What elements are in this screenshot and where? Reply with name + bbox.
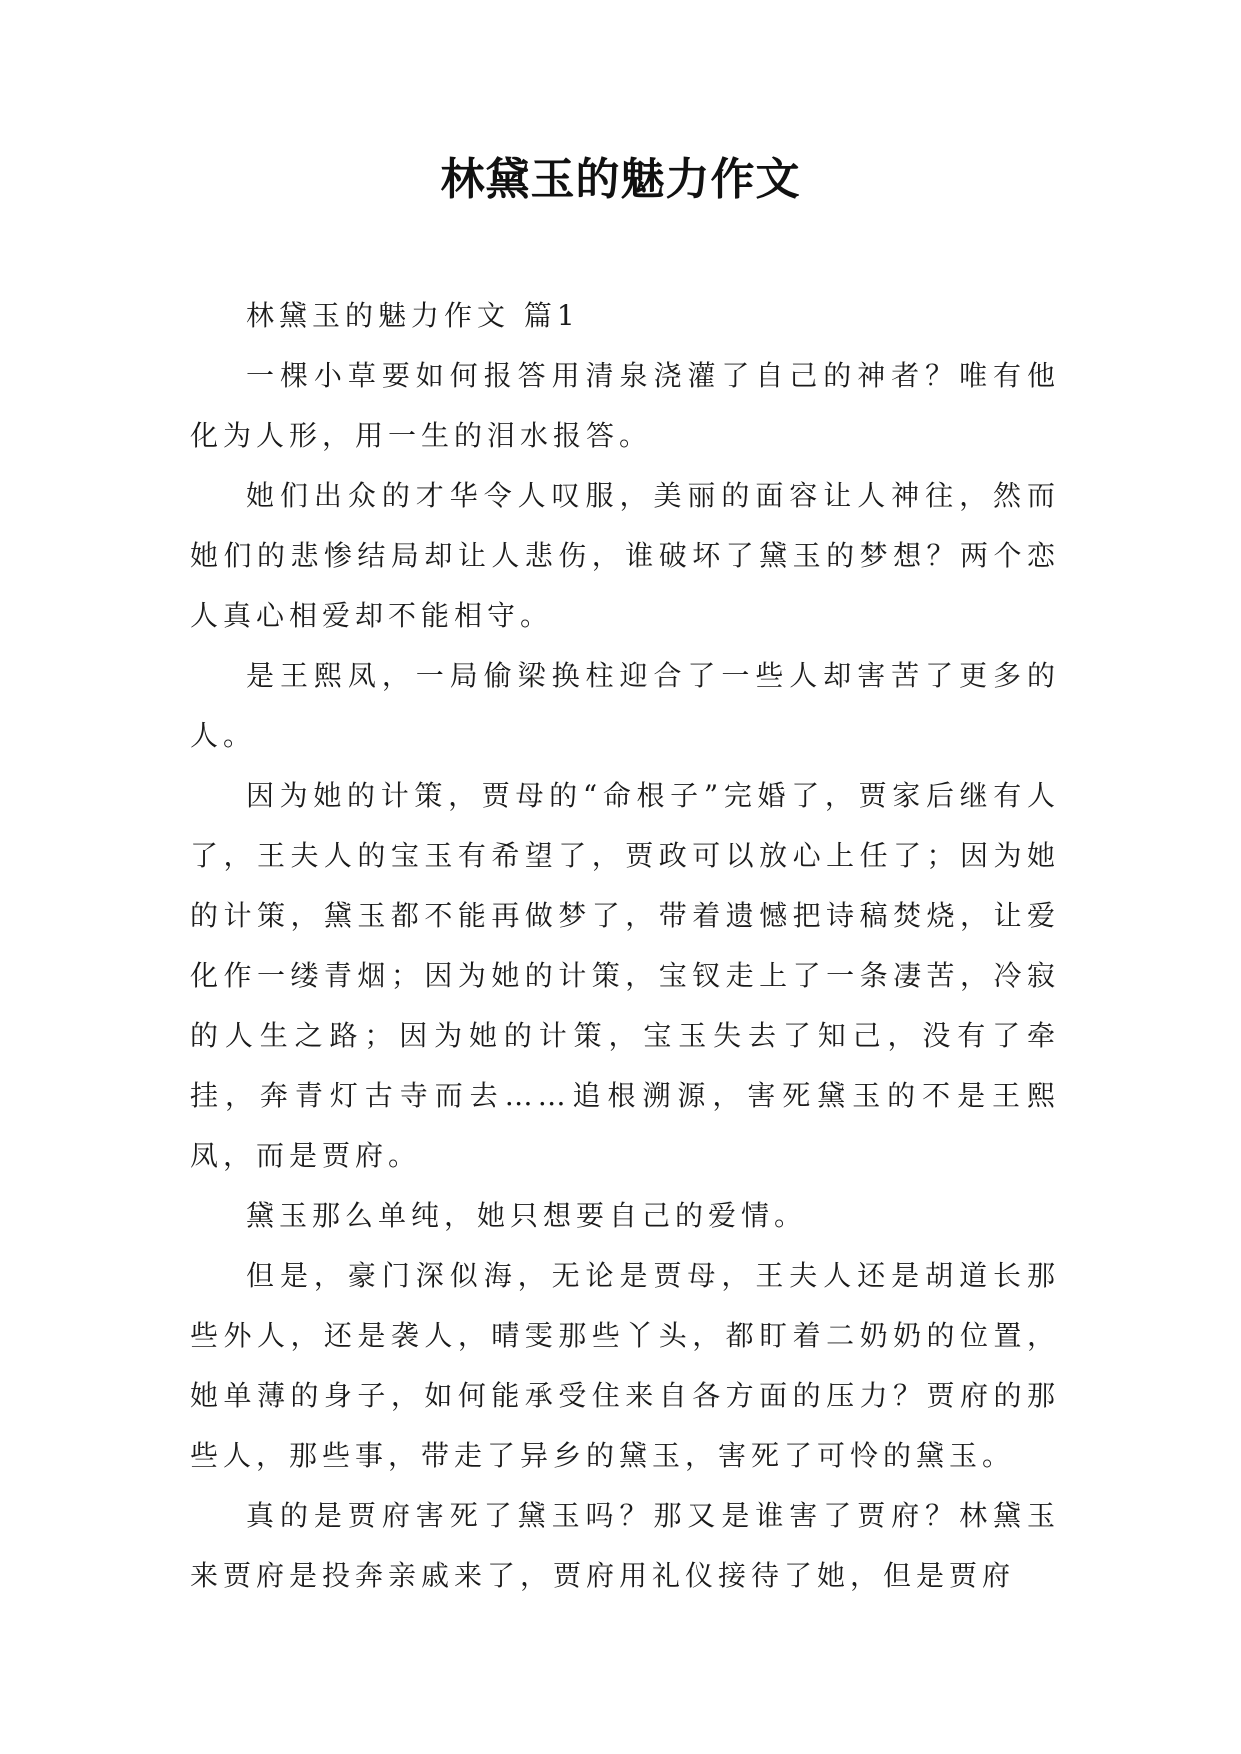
paragraph: 黛玉那么单纯，她只想要自己的爱情。 xyxy=(246,1199,808,1232)
section-heading: 林黛玉的魅力作文 篇1 xyxy=(246,299,580,332)
paragraph: 因为她的计策，贾母的“命根子”完婚了，贾家后继有人了，王夫人的宝玉有希望了，贾政可以放心上任了；因为她的计策，黛玉都不能再做梦了，带着遗憾把诗稿焚烧，让爱化作一缕青烟；因为她的计策，宝钗走上了一条凄苦，冷寂的人生之路；因为她的计策，宝玉失去了知己，没有了牵挂，奔青灯古寺而去……追根溯源，害死黛玉的不是王熙凤，而是贾府。 xyxy=(190,779,1060,1172)
paragraph: 是王熙凤，一局偷梁换柱迎合了一些人却害苦了更多的人。 xyxy=(190,659,1060,752)
paragraph: 但是，豪门深似海，无论是贾母，王夫人还是胡道长那些外人，还是袭人，晴雯那些丫头，都盯着二奶奶的位置，她单薄的身子，如何能承受住来自各方面的压力？贾府的那些人，那些事，带走了异乡的黛玉，害死了可怜的黛玉。 xyxy=(190,1259,1060,1472)
paragraph: 一棵小草要如何报答用清泉浇灌了自己的神者？唯有他化为人形，用一生的泪水报答。 xyxy=(190,359,1060,452)
paragraph: 她们出众的才华令人叹服，美丽的面容让人神往，然而她们的悲惨结局却让人悲伤，谁破坏了黛玉的梦想？两个恋人真心相爱却不能相守。 xyxy=(190,479,1060,632)
document-body xyxy=(190,286,1060,1606)
document-title: 林黛玉的魅力作文 xyxy=(440,154,801,205)
paragraph: 真的是贾府害死了黛玉吗？那又是谁害了贾府？林黛玉来贾府是投奔亲戚来了，贾府用礼仪接待了她，但是贾府 xyxy=(190,1499,1060,1592)
